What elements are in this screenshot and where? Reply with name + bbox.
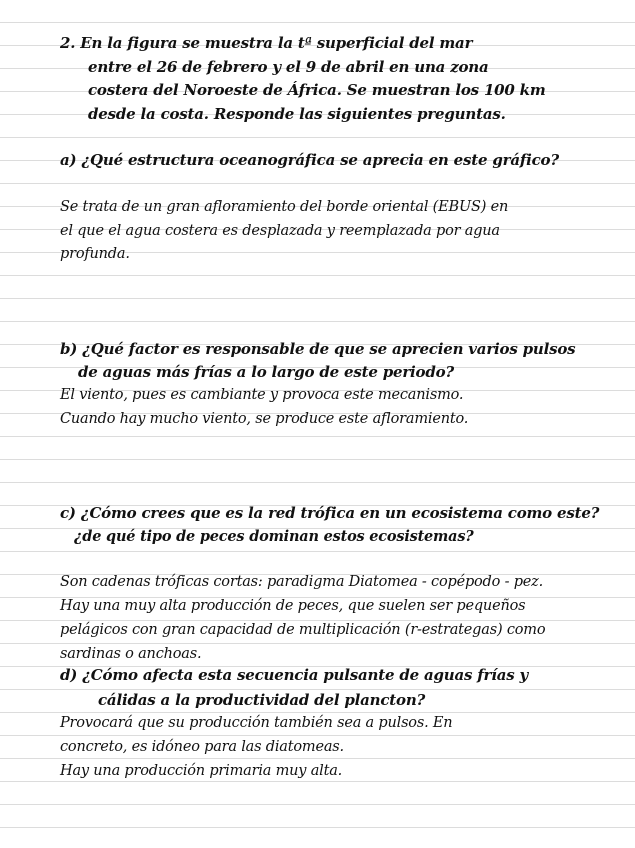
question-2-line-4: desde la costa. Responde las siguientes preguntas. bbox=[88, 105, 506, 123]
answer-c-line-3: pelágicos con gran capacidad de multiplicación (r-estrategas) como bbox=[60, 622, 546, 638]
answer-a-line-3: profunda. bbox=[60, 246, 130, 262]
question-b-line-2: de aguas más frías a lo largo de este periodo? bbox=[78, 363, 455, 381]
answer-c-line-4: sardinas o anchoas. bbox=[60, 646, 202, 662]
answer-b-line-1: El viento, pues es cambiante y provoca este mecanismo. bbox=[60, 387, 464, 403]
answer-d-line-1: Provocará que su producción también sea a pulsos. En bbox=[60, 715, 453, 731]
question-a-heading: a) ¿Qué estructura oceanográfica se aprecia en este gráfico? bbox=[60, 151, 559, 169]
question-c-line-2: ¿de qué tipo de peces dominan estos ecosistemas? bbox=[74, 527, 474, 545]
question-b-line-1: b) ¿Qué factor es responsable de que se aprecien varios pulsos bbox=[60, 340, 576, 358]
question-d-line-1: d) ¿Cómo afecta esta secuencia pulsante de aguas frías y bbox=[60, 666, 529, 684]
question-2-line-1: 2. En la figura se muestra la tª superficial del mar bbox=[60, 34, 473, 52]
answer-d-line-3: Hay una producción primaria muy alta. bbox=[60, 763, 343, 779]
answer-c-line-1: Son cadenas tróficas cortas: paradigma Diatomea - copépodo - pez. bbox=[60, 574, 544, 590]
answer-a-line-2: el que el agua costera es desplazada y reemplazada por agua bbox=[60, 223, 500, 239]
answer-c-line-2: Hay una muy alta producción de peces, que suelen ser pequeños bbox=[60, 598, 526, 614]
answer-a-line-1: Se trata de un gran afloramiento del borde oriental (EBUS) en bbox=[60, 199, 509, 215]
question-c-line-1: c) ¿Cómo crees que es la red trófica en un ecosistema como este? bbox=[60, 504, 600, 522]
question-2-line-3: costera del Noroeste de África. Se muestran los 100 km bbox=[88, 81, 546, 99]
answer-d-line-2: concreto, es idóneo para las diatomeas. bbox=[60, 739, 344, 755]
question-2-line-2: entre el 26 de febrero y el 9 de abril en una zona bbox=[88, 58, 489, 76]
answer-b-line-2: Cuando hay mucho viento, se produce este afloramiento. bbox=[60, 411, 469, 427]
question-d-line-2: cálidas a la productividad del plancton? bbox=[98, 691, 426, 709]
